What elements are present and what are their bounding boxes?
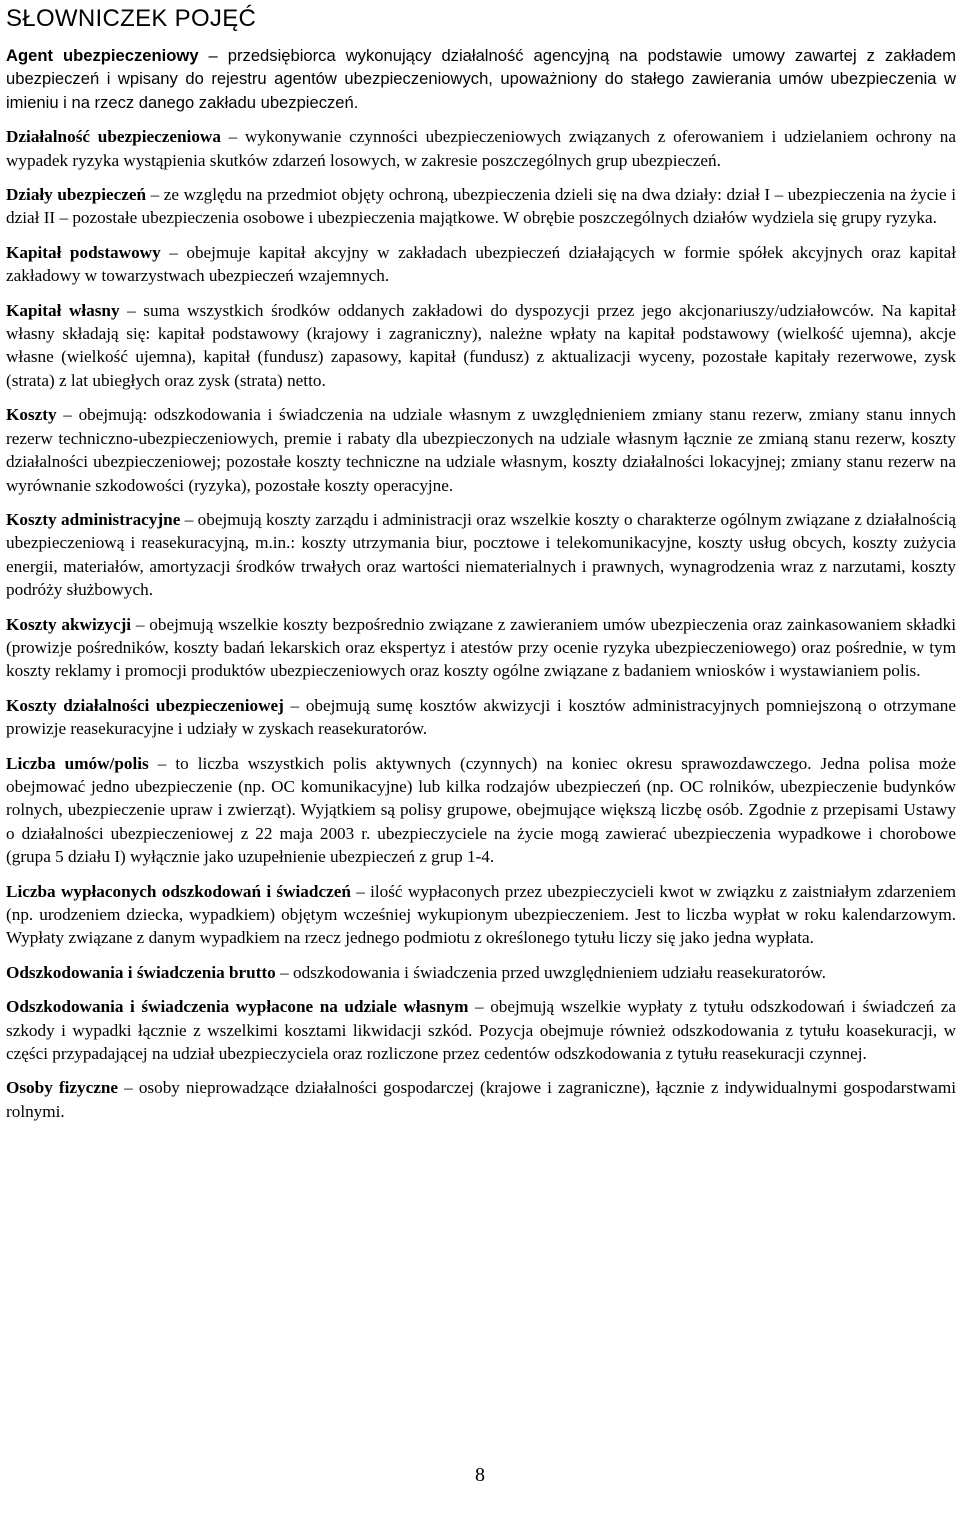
entry-definition: odszkodowania i świadczenia przed uwzględnieniem udziału reasekuratorów. (292, 962, 826, 982)
entry-term: Liczba umów/polis (6, 753, 149, 773)
entry-term: Kapitał własny (6, 300, 120, 320)
glossary-entry (6, 880, 956, 950)
entry-dash: – (220, 127, 245, 147)
entry-dash: – (180, 509, 198, 529)
glossary-entry (6, 508, 956, 602)
entry-term: Agent ubezpieczeniowy (6, 46, 199, 65)
glossary-entry (6, 1076, 956, 1123)
glossary-entry (6, 752, 956, 869)
glossary-entry (6, 241, 956, 288)
entry-term: Koszty działalności ubezpieczeniowej (6, 695, 284, 715)
entry-dash: – (468, 997, 491, 1017)
entry-definition: osoby nieprowadzące działalności gospodarczej (krajowe i zagraniczne), łącznie z indywidualnymi gospodarstwami rolnymi. (6, 1078, 956, 1121)
entry-definition: obejmują wszelkie wypłaty z tytułu odszkodowań i świadczeń za szkody i wypadki łącznie z wszelkimi kosztami likwidacji szkód. Pozycja obejmuje również odszkodowania z tytułu koasekuracji, w części przypadającej na udział ubezpieczyciela oraz rozliczone przez cedentów odszkodowania z tytułu reasekuracji czynnej. (6, 997, 957, 1064)
entry-definition: wykonywanie czynności ubezpieczeniowych związanych z oferowaniem i udzielaniem ochrony na wypadek ryzyka wystąpienia skutków zdarzeń losowych, w zakresie poszczególnych grup ubezpieczeń. (6, 127, 957, 170)
glossary-entry (6, 961, 956, 984)
entry-term: Kapitał podstawowy (6, 242, 161, 262)
entry-term: Odszkodowania i świadczenia brutto (6, 962, 276, 982)
entry-dash: – (198, 46, 228, 65)
entry-definition: przedsiębiorca wykonujący działalność agencyjną na podstawie umowy zawartej z zakładem ubezpieczeń i wpisany do rejestru agentów ubezpieczeniowych, upoważniony do stałego zawierania umów ubezpieczenia w imieniu i na rzecz danego zakładu ubezpieczeń. (6, 46, 956, 112)
entry-term: Koszty akwizycji (6, 614, 132, 634)
glossary-entry (6, 694, 956, 741)
glossary-entry (6, 44, 956, 114)
entry-definition: to liczba wszystkich polis aktywnych (czynnych) na koniec okresu sprawozdawczego. Jedna polisa może obejmować jedno ubezpieczenie (np. OC komunikacyjne) lub kilka rodzajów ubezpieczeń (np. OC rolników, ubezpieczenie budynków rolnych, ubezpieczenie upraw i zwierząt). Wyjątkiem są polisy grupowe, obejmujące większą liczbę osób. Zgodnie z przepisami Ustawy o działalności ubezpieczeniowej z 22 maja 2003 r. ubezpieczyciele na życie mogą zawierać ubezpieczenia wypadkowe i chorobowe (grupa 5 działu I) wyłącznie jako uzupełnienie ubezpieczeń z grup 1-4. (6, 753, 956, 867)
entry-dash: – (131, 614, 150, 634)
entry-dash: – (119, 300, 144, 320)
entry-dash: – (148, 753, 176, 773)
entry-dash: – (350, 881, 371, 901)
entry-dash: – (160, 242, 187, 262)
entry-term: Działalność ubezpieczeniowa (6, 127, 221, 147)
entry-definition: obejmują wszelkie koszty bezpośrednio związane z zawieraniem umów ubezpieczenia oraz zainkasowaniem składki (prowizje pośredników, koszty badań lekarskich oraz ekspertyz i atestów przy ocenie ryzyka ubezpieczeniowego) oraz pośrednie, w tym koszty reklamy i promocji produktów ubezpieczeniowych oraz koszty ogólne związane z badaniem wniosków i wystawianiem polis. (6, 614, 956, 681)
entry-definition: obejmują koszty zarządu i administracji oraz wszelkie koszty o charakterze ogólnym związane z działalnością ubezpieczeniową i reasekuracyjną, m.in.: koszty utrzymania biur, pocztowe i telekomunikacyjne, koszty usług obcych, koszty zużycia energii, materiałów, amortyzacji środków trwałych oraz wartości niematerialnych i prawnych, wynagrodzenia wraz z narzutami, koszty podróży służbowych. (6, 509, 957, 600)
entry-term: Odszkodowania i świadczenia wypłacone na udziale własnym (6, 997, 469, 1017)
entry-definition: ilość wypłaconych przez ubezpieczycieli kwot w związku z zaistniałym zdarzeniem (np. urodzeniem dziecka, wypadkiem) objętym wcześniej wykupionym ubezpieczeniem. Jest to liczba wypłat w roku kalendarzowym. Wypłaty związane z danym wypadkiem na rzecz jednego podmiotu z określonego tytułu liczy się jako jedna wypłata. (6, 881, 957, 948)
entry-dash: – (56, 405, 79, 425)
entry-definition: suma wszystkich środków oddanych zakładowi do dyspozycji przez jego akcjonariuszy/udziałowców. Na kapitał własny składają się: kapitał podstawowy (krajowy i zagraniczny), należne wpłaty na kapitał podstawowy (wielkość ujemna), akcje własne (wielkość ujemna), kapitał (fundusz) zapasowy, kapitał (fundusz) z aktualizacji wyceny, pozostałe kapitały rezerwowe, zysk (strata) z lat ubiegłych oraz zysk (strata) netto. (6, 300, 957, 390)
entry-dash: – (275, 962, 293, 982)
entry-term: Osoby fizyczne (6, 1078, 119, 1098)
entry-dash: – (118, 1078, 139, 1098)
entry-term: Koszty (6, 405, 57, 425)
page-title: SŁOWNICZEK POJĘĆ (6, 5, 257, 32)
entry-term: Działy ubezpieczeń (6, 185, 147, 205)
glossary-entry (6, 299, 956, 393)
glossary-entry (6, 403, 956, 497)
document-page (6, 0, 956, 1134)
entry-dash: – (283, 695, 306, 715)
glossary-entry (6, 183, 956, 230)
glossary-entry (6, 125, 956, 172)
page-number: 8 (475, 1464, 485, 1486)
entry-definition: obejmuje kapitał akcyjny w zakładach ubezpieczeń działających w formie spółek akcyjnych oraz kapitał zakładowy w towarzystwach ubezpieczeń wzajemnych. (6, 242, 957, 286)
entry-dash: – (146, 185, 164, 205)
glossary-entry (6, 995, 956, 1065)
glossary-entry (6, 613, 956, 683)
entry-definition: obejmują sumę kosztów akwizycji i kosztów administracyjnych pomniejszoną o otrzymane prowizje reasekuracyjne i udziały w zyskach reasekuratorów. (6, 695, 956, 739)
entry-term: Liczba wypłaconych odszkodowań i świadczeń (6, 881, 351, 901)
entry-definition: ze względu na przedmiot objęty ochroną, ubezpieczenia dzieli się na dwa działy: dział I – ubezpieczenia na życie i dział II – pozostałe ubezpieczenia osobowe i ubezpieczenia majątkowe. W obrębie poszczególnych działów wydziela się grupy ryzyka. (6, 185, 956, 228)
entry-definition: obejmują: odszkodowania i świadczenia na udziale własnym z uwzględnieniem zmiany stanu rezerw, zmiany stanu innych rezerw techniczno-ubezpieczeniowych, premie i rabaty dla ubezpieczonych na udziale własnym łącznie ze zmianą stanu rezerw, koszty działalności ubezpieczeniowej; pozostałe koszty techniczne na udziale własnym, koszty działalności lokacyjnej; zmiany stanu rezerw na wyrównanie szkodowości (ryzyka), pozostałe koszty operacyjne. (6, 405, 957, 495)
entry-term: Koszty administracyjne (6, 509, 181, 529)
